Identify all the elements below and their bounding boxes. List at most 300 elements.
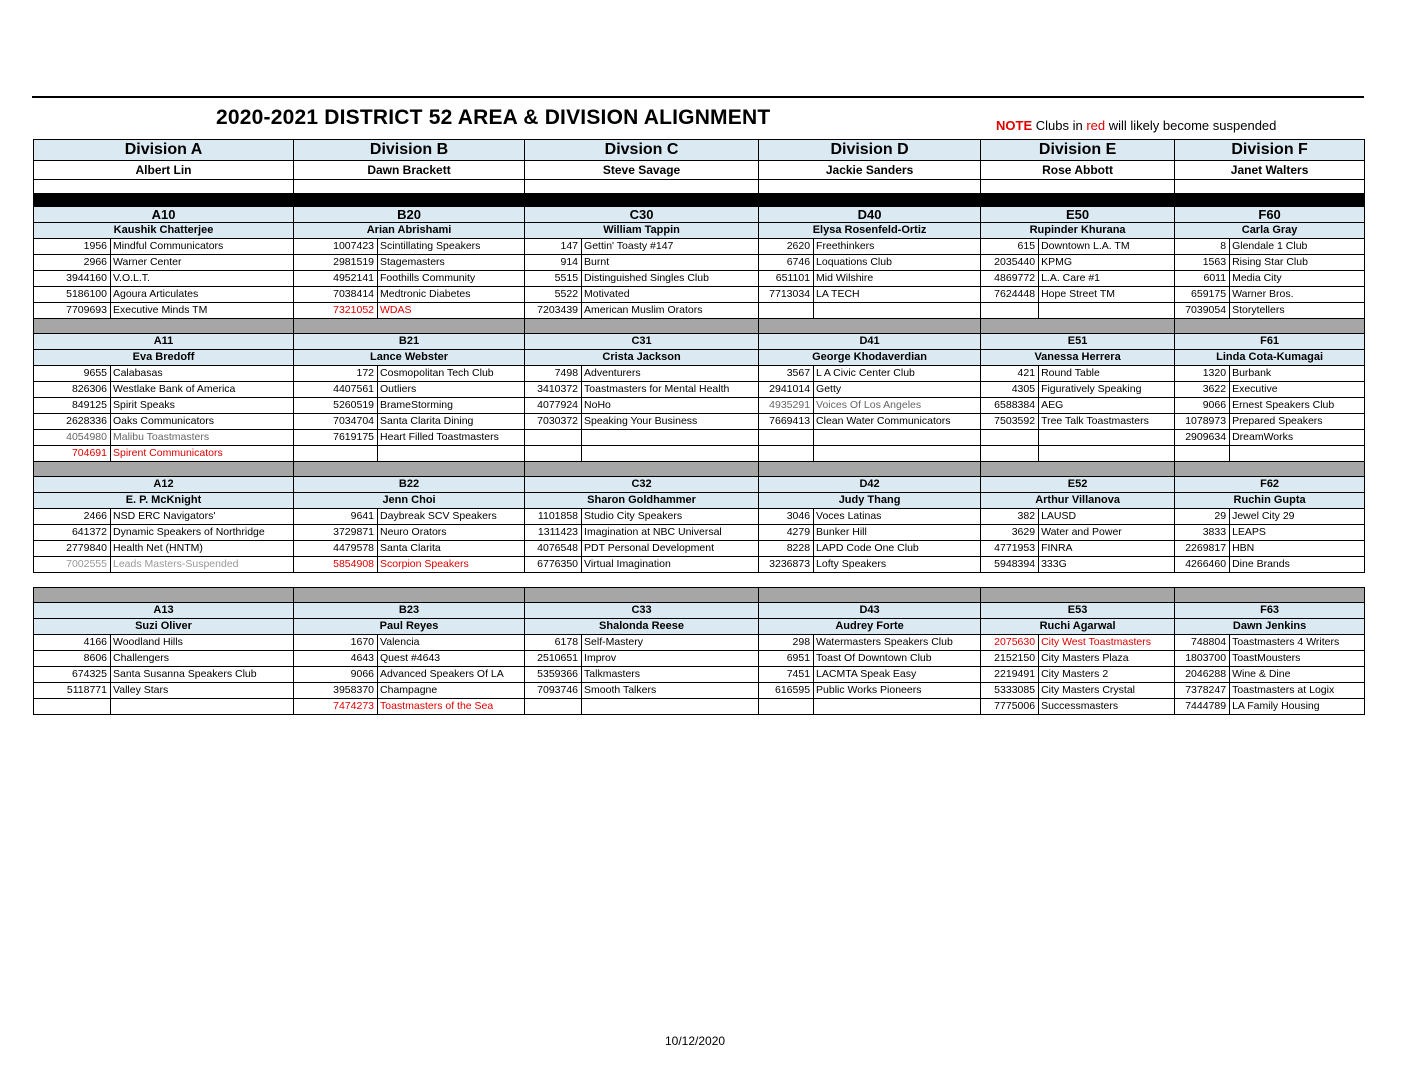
- page-title: 2020-2021 DISTRICT 52 AREA & DIVISION ALIGNMENT: [216, 106, 771, 129]
- club-number: 8: [1175, 239, 1230, 255]
- club-name: [814, 303, 981, 319]
- club-name: Mindful Communicators: [111, 239, 294, 255]
- club-number: 7624448: [981, 287, 1039, 303]
- club-number: 2466: [34, 509, 111, 525]
- area-director: Eva Bredoff: [34, 350, 294, 366]
- club-number: 2981519: [294, 255, 378, 271]
- area-director: Linda Cota-Kumagai: [1175, 350, 1365, 366]
- club-number: 7498: [525, 366, 582, 382]
- club-number: 2909634: [1175, 430, 1230, 446]
- club-number: 4279: [759, 525, 814, 541]
- club-number: 7709693: [34, 303, 111, 319]
- club-number: 7321052: [294, 303, 378, 319]
- club-number: 421: [981, 366, 1039, 382]
- area-code: E51: [981, 334, 1175, 350]
- club-name: Motivated: [582, 287, 759, 303]
- club-number: 6588384: [981, 398, 1039, 414]
- area-director: Ruchi Agarwal: [981, 619, 1175, 635]
- area-director: Carla Gray: [1175, 223, 1365, 239]
- cell: [981, 462, 1175, 477]
- area-code: F60: [1175, 207, 1365, 223]
- note-text-pre: Clubs in: [1035, 118, 1087, 133]
- club-row: [34, 382, 1365, 398]
- club-name: V.O.L.T.: [111, 271, 294, 287]
- club-name: Health Net (HNTM): [111, 541, 294, 557]
- division-director: Albert Lin: [34, 161, 294, 180]
- club-number: 7503592: [981, 414, 1039, 430]
- club-name: Burnt: [582, 255, 759, 271]
- club-name: Water and Power: [1039, 525, 1175, 541]
- club-name: Storytellers: [1230, 303, 1365, 319]
- cell: [759, 462, 981, 477]
- club-name: LACMTA Speak Easy: [814, 667, 981, 683]
- club-name: Public Works Pioneers: [814, 683, 981, 699]
- club-number: 1563: [1175, 255, 1230, 271]
- club-number: 3629: [981, 525, 1039, 541]
- club-name: [1039, 446, 1175, 462]
- cell: [294, 180, 525, 194]
- club-name: Medtronic Diabetes: [378, 287, 525, 303]
- area-director: William Tappin: [525, 223, 759, 239]
- club-row: [34, 699, 1365, 715]
- cell: [34, 319, 294, 334]
- note-text-post: will likely become suspended: [1105, 118, 1277, 133]
- cell: [1175, 194, 1365, 207]
- division-name: Division F: [1175, 140, 1365, 161]
- cell: [525, 462, 759, 477]
- club-number: [759, 430, 814, 446]
- club-number: [759, 699, 814, 715]
- grey-separator-row: [34, 462, 1365, 477]
- club-row: [34, 271, 1365, 287]
- club-number: 4479578: [294, 541, 378, 557]
- area-director: Arthur Villanova: [981, 493, 1175, 509]
- cell: [34, 588, 294, 603]
- club-number: [525, 430, 582, 446]
- club-number: 826306: [34, 382, 111, 398]
- area-code: B20: [294, 207, 525, 223]
- club-name: Santa Clarita: [378, 541, 525, 557]
- club-number: 659175: [1175, 287, 1230, 303]
- grey-separator-row: [34, 588, 1365, 603]
- cell: [34, 462, 294, 477]
- club-number: [34, 699, 111, 715]
- area-code: C33: [525, 603, 759, 619]
- area-code-row: [34, 334, 1365, 350]
- club-name: Speaking Your Business: [582, 414, 759, 430]
- division-name: Division E: [981, 140, 1175, 161]
- club-name: PDT Personal Development: [582, 541, 759, 557]
- club-name: Toast Of Downtown Club: [814, 651, 981, 667]
- club-name: DreamWorks: [1230, 430, 1365, 446]
- club-number: 4054980: [34, 430, 111, 446]
- club-name: NSD ERC Navigators': [111, 509, 294, 525]
- club-row: [34, 398, 1365, 414]
- club-name: Toastmasters for Mental Health: [582, 382, 759, 398]
- club-number: 4407561: [294, 382, 378, 398]
- club-name: WDAS: [378, 303, 525, 319]
- club-number: 7030372: [525, 414, 582, 430]
- area-director: Jenn Choi: [294, 493, 525, 509]
- club-name: L.A. Care #1: [1039, 271, 1175, 287]
- club-number: 1078973: [1175, 414, 1230, 430]
- cell: [294, 588, 525, 603]
- club-name: Mid Wilshire: [814, 271, 981, 287]
- club-name: L A Civic Center Club: [814, 366, 981, 382]
- club-row: [34, 541, 1365, 557]
- club-name: Talkmasters: [582, 667, 759, 683]
- club-name: Executive Minds TM: [111, 303, 294, 319]
- club-number: 3567: [759, 366, 814, 382]
- area-code-row: [34, 207, 1365, 223]
- club-name: Round Table: [1039, 366, 1175, 382]
- club-number: 7039054: [1175, 303, 1230, 319]
- cell: [525, 180, 759, 194]
- club-name: Lofty Speakers: [814, 557, 981, 573]
- division-name: Divsion C: [525, 140, 759, 161]
- club-number: 2075630: [981, 635, 1039, 651]
- cell: [1175, 588, 1365, 603]
- club-name: Voices Of Los Angeles: [814, 398, 981, 414]
- area-director: Paul Reyes: [294, 619, 525, 635]
- club-name: [378, 446, 525, 462]
- club-name: Prepared Speakers: [1230, 414, 1365, 430]
- club-number: 5359366: [525, 667, 582, 683]
- club-number: 6776350: [525, 557, 582, 573]
- club-number: 3944160: [34, 271, 111, 287]
- club-name: Glendale 1 Club: [1230, 239, 1365, 255]
- club-number: 9066: [294, 667, 378, 683]
- club-number: 1803700: [1175, 651, 1230, 667]
- club-name: Bunker Hill: [814, 525, 981, 541]
- club-name: Downtown L.A. TM: [1039, 239, 1175, 255]
- area-code: C30: [525, 207, 759, 223]
- area-director: Crista Jackson: [525, 350, 759, 366]
- club-name: American Muslim Orators: [582, 303, 759, 319]
- club-number: 748804: [1175, 635, 1230, 651]
- club-name: City Masters 2: [1039, 667, 1175, 683]
- area-code-row: [34, 603, 1365, 619]
- club-number: 147: [525, 239, 582, 255]
- division-name: Division D: [759, 140, 981, 161]
- division-director: Jackie Sanders: [759, 161, 981, 180]
- club-name: Santa Susanna Speakers Club: [111, 667, 294, 683]
- club-name: Heart Filled Toastmasters: [378, 430, 525, 446]
- club-name: [1039, 303, 1175, 319]
- blank-row: [34, 180, 1365, 194]
- area-director: Audrey Forte: [759, 619, 981, 635]
- club-number: 641372: [34, 525, 111, 541]
- area-code: F62: [1175, 477, 1365, 493]
- area-director-row: [34, 493, 1365, 509]
- club-number: 849125: [34, 398, 111, 414]
- club-number: 2219491: [981, 667, 1039, 683]
- club-name: Adventurers: [582, 366, 759, 382]
- club-number: 5948394: [981, 557, 1039, 573]
- area-director: Rupinder Khurana: [981, 223, 1175, 239]
- club-name: LA TECH: [814, 287, 981, 303]
- note-red-word: red: [1086, 118, 1106, 133]
- area-director: Arian Abrishami: [294, 223, 525, 239]
- club-number: 5118771: [34, 683, 111, 699]
- club-name: [1230, 446, 1365, 462]
- club-number: 7444789: [1175, 699, 1230, 715]
- area-code: B22: [294, 477, 525, 493]
- club-number: 4935291: [759, 398, 814, 414]
- club-number: 9066: [1175, 398, 1230, 414]
- club-row: [34, 557, 1365, 573]
- club-name: Valencia: [378, 635, 525, 651]
- club-name: Ernest Speakers Club: [1230, 398, 1365, 414]
- club-name: Agoura Articulates: [111, 287, 294, 303]
- club-number: 4643: [294, 651, 378, 667]
- club-name: Figuratively Speaking: [1039, 382, 1175, 398]
- club-number: 7378247: [1175, 683, 1230, 699]
- division-name: Division A: [34, 140, 294, 161]
- club-number: 7619175: [294, 430, 378, 446]
- club-number: 172: [294, 366, 378, 382]
- club-row: [34, 414, 1365, 430]
- grey-separator-row: [34, 319, 1365, 334]
- club-name: 333G: [1039, 557, 1175, 573]
- club-name: HBN: [1230, 541, 1365, 557]
- club-name: Rising Star Club: [1230, 255, 1365, 271]
- club-number: 382: [981, 509, 1039, 525]
- club-number: 2046288: [1175, 667, 1230, 683]
- division-director: Dawn Brackett: [294, 161, 525, 180]
- club-number: 6011: [1175, 271, 1230, 287]
- club-number: 2966: [34, 255, 111, 271]
- club-row: [34, 255, 1365, 271]
- black-bar-row: [34, 194, 1365, 207]
- club-name: LEAPS: [1230, 525, 1365, 541]
- club-number: 1311423: [525, 525, 582, 541]
- club-number: 615: [981, 239, 1039, 255]
- club-number: 1007423: [294, 239, 378, 255]
- club-name: Santa Clarita Dining: [378, 414, 525, 430]
- area-director: Kaushik Chatterjee: [34, 223, 294, 239]
- club-name: Quest #4643: [378, 651, 525, 667]
- area-code: C31: [525, 334, 759, 350]
- club-number: 2779840: [34, 541, 111, 557]
- club-row: [34, 509, 1365, 525]
- club-name: [111, 699, 294, 715]
- club-number: 1670: [294, 635, 378, 651]
- footer-date: 10/12/2020: [665, 1034, 726, 1048]
- cell: [525, 319, 759, 334]
- club-number: 4305: [981, 382, 1039, 398]
- club-number: 6746: [759, 255, 814, 271]
- club-number: [981, 303, 1039, 319]
- club-name: [1039, 430, 1175, 446]
- suspension-note: [996, 118, 1276, 133]
- area-code: F61: [1175, 334, 1365, 350]
- club-number: 9655: [34, 366, 111, 382]
- club-row: [34, 239, 1365, 255]
- division-director-row: [34, 161, 1365, 180]
- division-header-row: [34, 140, 1365, 161]
- club-number: 4166: [34, 635, 111, 651]
- area-code: D42: [759, 477, 981, 493]
- club-number: 2510651: [525, 651, 582, 667]
- club-name: Wine & Dine: [1230, 667, 1365, 683]
- club-number: 7451: [759, 667, 814, 683]
- club-name: Challengers: [111, 651, 294, 667]
- club-row: [34, 366, 1365, 382]
- club-number: [759, 303, 814, 319]
- area-code: B21: [294, 334, 525, 350]
- club-number: 4266460: [1175, 557, 1230, 573]
- club-number: 2035440: [981, 255, 1039, 271]
- club-number: 4077924: [525, 398, 582, 414]
- club-number: [294, 446, 378, 462]
- division-director: Steve Savage: [525, 161, 759, 180]
- club-number: 674325: [34, 667, 111, 683]
- area-code: A11: [34, 334, 294, 350]
- club-number: 7474273: [294, 699, 378, 715]
- club-name: ToastMousters: [1230, 651, 1365, 667]
- club-name: City West Toastmasters: [1039, 635, 1175, 651]
- club-name: Cosmopolitan Tech Club: [378, 366, 525, 382]
- area-code: A12: [34, 477, 294, 493]
- club-number: 7669413: [759, 414, 814, 430]
- area-code: E53: [981, 603, 1175, 619]
- club-name: Imagination at NBC Universal: [582, 525, 759, 541]
- club-number: 6178: [525, 635, 582, 651]
- club-row: [34, 667, 1365, 683]
- area-director-row: [34, 223, 1365, 239]
- club-number: 2269817: [1175, 541, 1230, 557]
- club-name: Calabasas: [111, 366, 294, 382]
- club-number: 704691: [34, 446, 111, 462]
- club-number: 29: [1175, 509, 1230, 525]
- club-number: 5260519: [294, 398, 378, 414]
- club-name: City Masters Plaza: [1039, 651, 1175, 667]
- club-row: [34, 635, 1365, 651]
- cell: [294, 194, 525, 207]
- club-name: LAUSD: [1039, 509, 1175, 525]
- area-code: F63: [1175, 603, 1365, 619]
- club-name: [582, 446, 759, 462]
- club-number: 3046: [759, 509, 814, 525]
- club-name: Scintillating Speakers: [378, 239, 525, 255]
- club-number: 3622: [1175, 382, 1230, 398]
- club-name: [582, 699, 759, 715]
- area-director: Suzi Oliver: [34, 619, 294, 635]
- club-number: 7713034: [759, 287, 814, 303]
- club-row: [34, 525, 1365, 541]
- club-name: LA Family Housing: [1230, 699, 1365, 715]
- club-name: Gettin' Toasty #147: [582, 239, 759, 255]
- club-number: 7203439: [525, 303, 582, 319]
- club-name: Malibu Toastmasters: [111, 430, 294, 446]
- club-number: 8228: [759, 541, 814, 557]
- club-row: [34, 287, 1365, 303]
- area-code: E50: [981, 207, 1175, 223]
- club-row: [34, 303, 1365, 319]
- area-director: Elysa Rosenfeld-Ortiz: [759, 223, 981, 239]
- club-name: AEG: [1039, 398, 1175, 414]
- club-name: Daybreak SCV Speakers: [378, 509, 525, 525]
- club-name: Voces Latinas: [814, 509, 981, 525]
- club-number: 9641: [294, 509, 378, 525]
- club-name: Spirent Communicators: [111, 446, 294, 462]
- club-name: Media City: [1230, 271, 1365, 287]
- club-number: 651101: [759, 271, 814, 287]
- club-number: 5515: [525, 271, 582, 287]
- club-name: Freethinkers: [814, 239, 981, 255]
- club-number: 2620: [759, 239, 814, 255]
- club-number: 3729871: [294, 525, 378, 541]
- club-name: Warner Center: [111, 255, 294, 271]
- club-number: [981, 430, 1039, 446]
- club-name: Neuro Orators: [378, 525, 525, 541]
- area-director: Judy Thang: [759, 493, 981, 509]
- club-name: Warner Bros.: [1230, 287, 1365, 303]
- club-number: 7002555: [34, 557, 111, 573]
- club-name: [814, 446, 981, 462]
- cell: [1175, 319, 1365, 334]
- club-name: Westlake Bank of America: [111, 382, 294, 398]
- club-number: 7034704: [294, 414, 378, 430]
- area-code: E52: [981, 477, 1175, 493]
- club-number: 4952141: [294, 271, 378, 287]
- cell: [981, 194, 1175, 207]
- club-name: Clean Water Communicators: [814, 414, 981, 430]
- club-name: Watermasters Speakers Club: [814, 635, 981, 651]
- club-number: 4869772: [981, 271, 1039, 287]
- club-name: [582, 430, 759, 446]
- club-number: 3958370: [294, 683, 378, 699]
- club-name: LAPD Code One Club: [814, 541, 981, 557]
- club-name: Foothills Community: [378, 271, 525, 287]
- area-director: E. P. McKnight: [34, 493, 294, 509]
- club-name: Dine Brands: [1230, 557, 1365, 573]
- club-number: 298: [759, 635, 814, 651]
- cell: [1175, 180, 1365, 194]
- club-name: City Masters Crystal: [1039, 683, 1175, 699]
- club-row: [34, 683, 1365, 699]
- area-code: A13: [34, 603, 294, 619]
- club-name: BrameStorming: [378, 398, 525, 414]
- club-number: 8606: [34, 651, 111, 667]
- club-number: [1175, 446, 1230, 462]
- cell: [981, 180, 1175, 194]
- cell: [294, 462, 525, 477]
- club-name: Champagne: [378, 683, 525, 699]
- club-number: 4076548: [525, 541, 582, 557]
- club-number: [525, 699, 582, 715]
- club-name: [814, 699, 981, 715]
- area-director: Lance Webster: [294, 350, 525, 366]
- club-name: Getty: [814, 382, 981, 398]
- club-name: [814, 430, 981, 446]
- club-name: Burbank: [1230, 366, 1365, 382]
- club-number: 3236873: [759, 557, 814, 573]
- club-name: Distinguished Singles Club: [582, 271, 759, 287]
- area-director: Sharon Goldhammer: [525, 493, 759, 509]
- club-number: 3410372: [525, 382, 582, 398]
- area-director-row: [34, 619, 1365, 635]
- club-name: Improv: [582, 651, 759, 667]
- club-name: NoHo: [582, 398, 759, 414]
- division-name: Division B: [294, 140, 525, 161]
- cell: [525, 194, 759, 207]
- area-code: D40: [759, 207, 981, 223]
- cell: [759, 194, 981, 207]
- area-code-row: [34, 477, 1365, 493]
- alignment-table: [33, 139, 1365, 715]
